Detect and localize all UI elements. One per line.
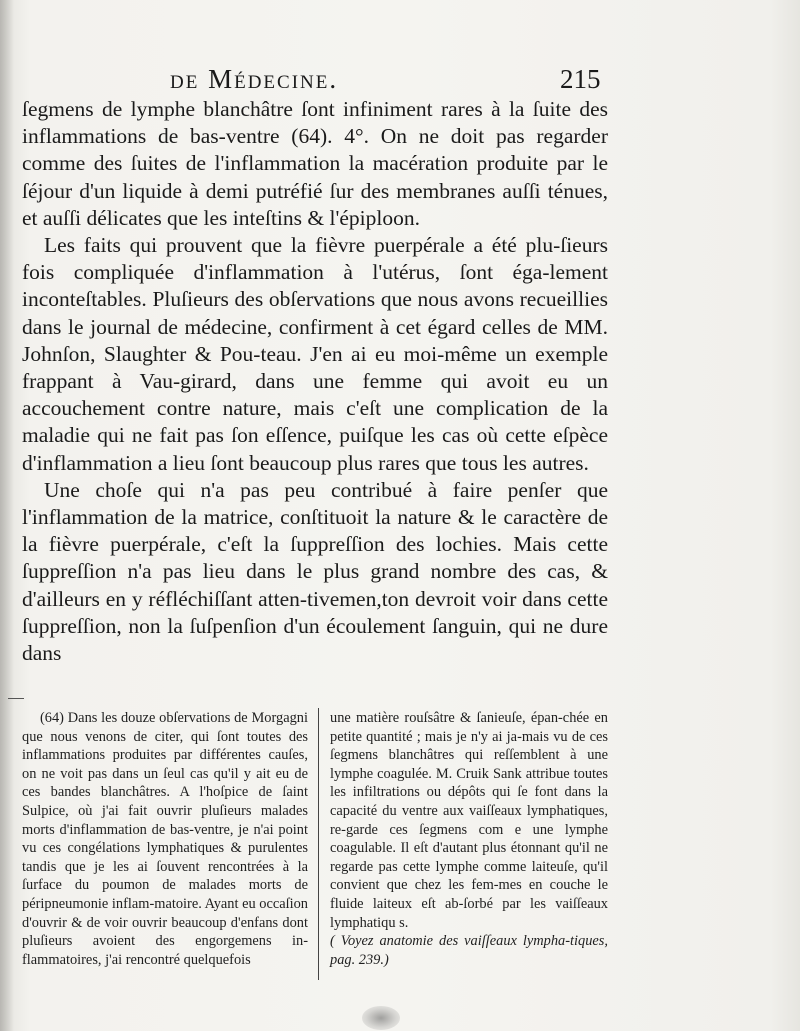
footnote-right-column: [330, 709, 608, 969]
footnote-column-divider: [318, 708, 319, 980]
ink-blot: [362, 1006, 400, 1030]
page-number: 215: [560, 64, 601, 94]
footnote-citation: ( Voyez anatomie des vaiſſeaux lympha-tiques, pag. 239.): [330, 933, 608, 968]
main-text: [22, 96, 608, 667]
paragraph: Les faits qui prouvent que la fièvre puerpérale a été plu-ſieurs fois compliquée d'inflammation à l'utérus, ſont éga-lement inconteſtables. Pluſieurs des obſervations que nous avons recueillies dans le journal de médecine, confirment à cet égard celles de MM. Johnſon, Slaughter & Pou-teau. J'en ai eu moi-même un exemple frappant à Vau-girard, dans une femme qui avoit eu un accouchement contre nature, mais c'eſt une complication de la maladie qui ne fait pas ſon eſſence, puiſque les cas où cette eſpèce d'inflammation a lieu ſont beaucoup plus rares que tous les autres.: [22, 233, 608, 475]
footnote-text-left: (64) Dans les douze obſervations de Morgagni que nous venons de citer, qui ſont toutes des inflammations produites par différentes cauſes, on ne voit pas dans un ſeul cas qu'il y ait eu de ces bandes blanchâtres. A l'hoſpice de ſaint Sulpice, où j'ai fait ouvrir pluſieurs malades morts d'inflammation de bas-ventre, je n'ai point vu ces congélations lymphatiques & purulentes tandis que je les ai ſouvent rencontrées à la ſurface du poumon de malades morts de péripneumonie inflam-matoire. Ayant eu occaſion d'ouvrir & de voir ouvrir beaucoup d'enfans dont pluſieurs avoient des engorgemens in-flammatoires, j'ai rencontré quelquefois: [22, 710, 308, 968]
footnote-left-column: [22, 709, 308, 969]
paragraph-continuation: ſegmens de lymphe blanchâtre ſont infiniment rares à la ſuite des inflammations de bas-ventre (64). 4°. On ne doit pas regarder comme des ſuites de l'inflammation la macération produite par le ſéjour d'un liquide à demi putréfié ſur des membranes auſſi ténues, et auſſi délicates que les inteſtins & l'épiploon.: [22, 97, 608, 230]
page-gutter-shadow: [0, 0, 14, 1031]
footnote-text-right: une matière rouſsâtre & ſanieuſe, épan-chée en petite quantité ; mais je n'y ai ja-mais vu de ces ſegmens blanchâtres qui reſſemblent à une lymphe coagulée. M. Cruik Sank attribue toutes les infiltrations ou dépôts qui ſe font dans la capacité du ventre aux vaiſſeaux lymphatiques, re-garde ces ſegmens com e une lymphe coagulable. Il eſt d'autant plus étonnant qu'il ne regarde pas cette lymphe comme laiteuſe, qu'il convient que chez les fem-mes en couche le fluide laiteux eſt ab-ſorbé par les vaiſſeaux lymphatiqu s.: [330, 710, 608, 931]
margin-rule: [8, 698, 24, 699]
running-title: de Médecine.: [170, 64, 339, 94]
page-header: [0, 64, 800, 100]
paragraph: Une choſe qui n'a pas peu contribué à faire penſer que l'inflammation de la matrice, conſtituoit la nature & le caractère de la fièvre puerpérale, c'eſt la ſuppreſſion des lochies. Mais cette ſuppreſſion n'a pas lieu dans le plus grand nombre des cas, & d'ailleurs en y réfléchiſſant atten-tivemen,ton devroit voir dans cette ſuppreſſion, non la ſuſpenſion d'un écoulement ſanguin, qui ne dure dans: [22, 477, 608, 666]
